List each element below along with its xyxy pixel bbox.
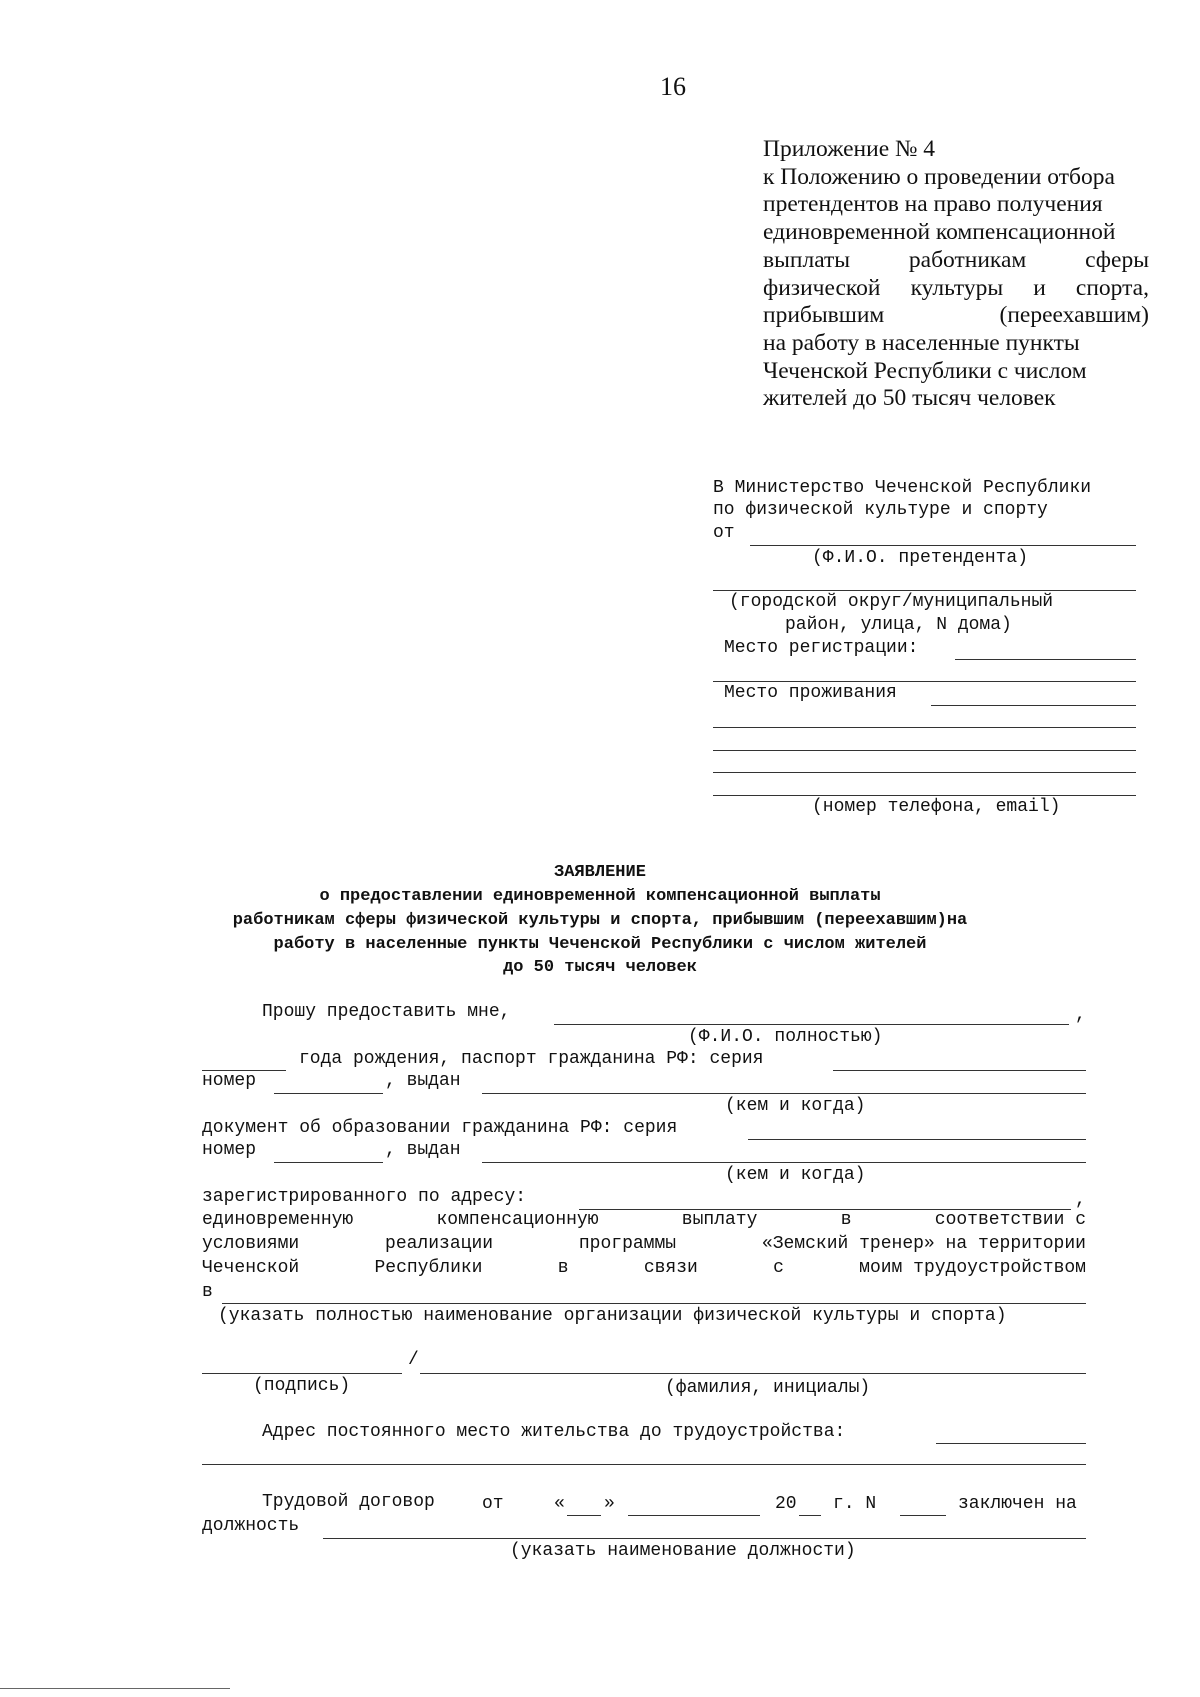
applicant-name-field[interactable]	[750, 545, 1136, 546]
footnote-divider	[0, 1688, 230, 1689]
residence-field-line-3[interactable]	[713, 750, 1136, 751]
slash: /	[408, 1350, 419, 1370]
contract-year-field[interactable]	[799, 1515, 821, 1516]
registered-address-label: зарегистрированного по адресу:	[202, 1187, 527, 1207]
residence-field-line-4[interactable]	[713, 772, 1136, 773]
phone-caption: (номер телефона, email)	[812, 797, 1061, 817]
contract-number-label: г. N	[833, 1494, 877, 1514]
education-number-label: номер	[202, 1140, 257, 1160]
position-caption: (указать наименование должности)	[510, 1541, 856, 1561]
appendix-line: Чеченской Республики с числом	[763, 357, 1087, 384]
phone-field[interactable]	[713, 795, 1136, 796]
appendix-line: выплаты работникам сферы	[763, 246, 1149, 273]
appendix-line: прибывшим (переехавшим)	[763, 302, 1149, 329]
surname-initials-field[interactable]	[420, 1373, 1086, 1374]
contract-year-prefix: 20	[775, 1494, 797, 1514]
organization-field[interactable]	[222, 1303, 1086, 1304]
passport-number-label: номер	[202, 1071, 257, 1091]
comma: ,	[1075, 1190, 1086, 1210]
statement-subtitle-line: работникам сферы физической культуры и спорта, прибывшим (переехавшим)на	[232, 911, 968, 930]
page-number: 16	[660, 72, 686, 101]
addressee-line-1: В Министерство Чеченской Республики	[713, 478, 1092, 498]
statement-subtitle-line: работу в населенные пункты Чеченской Республики с числом жителей	[273, 935, 927, 954]
education-series-field[interactable]	[748, 1139, 1086, 1140]
contract-month-field[interactable]	[628, 1515, 760, 1516]
request-label: Прошу предоставить мне,	[262, 1002, 511, 1022]
contract-number-field[interactable]	[900, 1515, 946, 1516]
residence-label: Место проживания	[724, 683, 897, 703]
appendix-title: Приложение № 4	[763, 136, 936, 162]
appendix-line: физической культуры и спорта,	[763, 274, 1149, 301]
signature-field[interactable]	[202, 1373, 402, 1374]
appendix-block	[763, 136, 1149, 413]
education-issued-caption: (кем и когда)	[725, 1165, 866, 1185]
quote-close: »	[604, 1494, 615, 1514]
appendix-line: на работу в населенные пункты	[763, 329, 1080, 356]
fio-full-caption: (Ф.И.О. полностью)	[688, 1027, 883, 1047]
organization-caption: (указать полностью наименование организации физической культуры и спорта)	[218, 1306, 1007, 1326]
statement-subtitle-line: о предоставлении единовременной компенсационной выплаты	[319, 887, 881, 906]
district-field[interactable]	[713, 590, 1136, 591]
comma: ,	[1075, 1005, 1086, 1025]
passport-series-field[interactable]	[833, 1070, 1086, 1071]
passport-number-field[interactable]	[274, 1093, 383, 1094]
passport-issued-label: , выдан	[385, 1071, 461, 1091]
district-caption-1: (городской округ/муниципальный	[729, 592, 1054, 612]
registration-field-line-2[interactable]	[713, 681, 1136, 682]
appendix-line: претендентов на право получения	[763, 191, 1103, 218]
residence-field-line-2[interactable]	[713, 727, 1136, 728]
appendix-line: к Положению о проведении отбора	[763, 163, 1115, 190]
body-row: единовременную компенсационную выплату в соответствии с	[202, 1210, 1086, 1230]
education-issued-label: , выдан	[385, 1140, 461, 1160]
permanent-address-label: Адрес постоянного место жительства до трудоустройства:	[262, 1422, 846, 1442]
fio-caption: (Ф.И.О. претендента)	[812, 548, 1029, 568]
appendix-line: жителей до 50 тысяч человек	[763, 385, 1056, 412]
education-doc-label: документ об образовании гражданина РФ: серия	[202, 1118, 678, 1138]
appendix-line: единовременной компенсационной	[763, 219, 1116, 246]
body-row: условиями реализации программы «Земский тренер» на территории	[202, 1234, 1086, 1254]
residence-field[interactable]	[931, 705, 1136, 706]
body-row: Чеченской Республики в связи с моим трудоустройством	[202, 1258, 1086, 1278]
contract-day-field[interactable]	[567, 1515, 601, 1516]
statement-title: ЗАЯВЛЕНИЕ	[554, 863, 646, 882]
surname-initials-caption: (фамилия, инициалы)	[665, 1378, 871, 1398]
district-caption-2: район, улица, N дома)	[785, 615, 1012, 635]
education-number-field[interactable]	[274, 1162, 383, 1163]
position-field[interactable]	[323, 1538, 1086, 1539]
statement-subtitle-line: до 50 тысяч человек	[503, 958, 697, 977]
signature-caption: (подпись)	[253, 1376, 351, 1396]
full-name-field[interactable]	[554, 1024, 1069, 1025]
position-label: должность	[202, 1516, 300, 1536]
registration-field[interactable]	[955, 659, 1136, 660]
permanent-address-field-line-2[interactable]	[202, 1464, 1086, 1465]
permanent-address-field[interactable]	[936, 1443, 1086, 1444]
in-label: в	[202, 1282, 213, 1302]
education-issued-field[interactable]	[482, 1162, 1086, 1163]
contract-concluded-label: заключен на	[958, 1494, 1077, 1514]
passport-issued-caption: (кем и когда)	[725, 1096, 866, 1116]
contract-label: Трудовой договор	[262, 1492, 435, 1512]
from-label: от	[713, 523, 735, 543]
birth-passport-label: года рождения, паспорт гражданина РФ: серия	[299, 1049, 764, 1069]
addressee-line-2: по физической культуре и спорту	[713, 500, 1048, 520]
registration-label: Место регистрации:	[724, 638, 919, 658]
quote-open: «	[554, 1494, 565, 1514]
passport-issued-field[interactable]	[482, 1093, 1086, 1094]
contract-from-word: от	[482, 1494, 504, 1514]
